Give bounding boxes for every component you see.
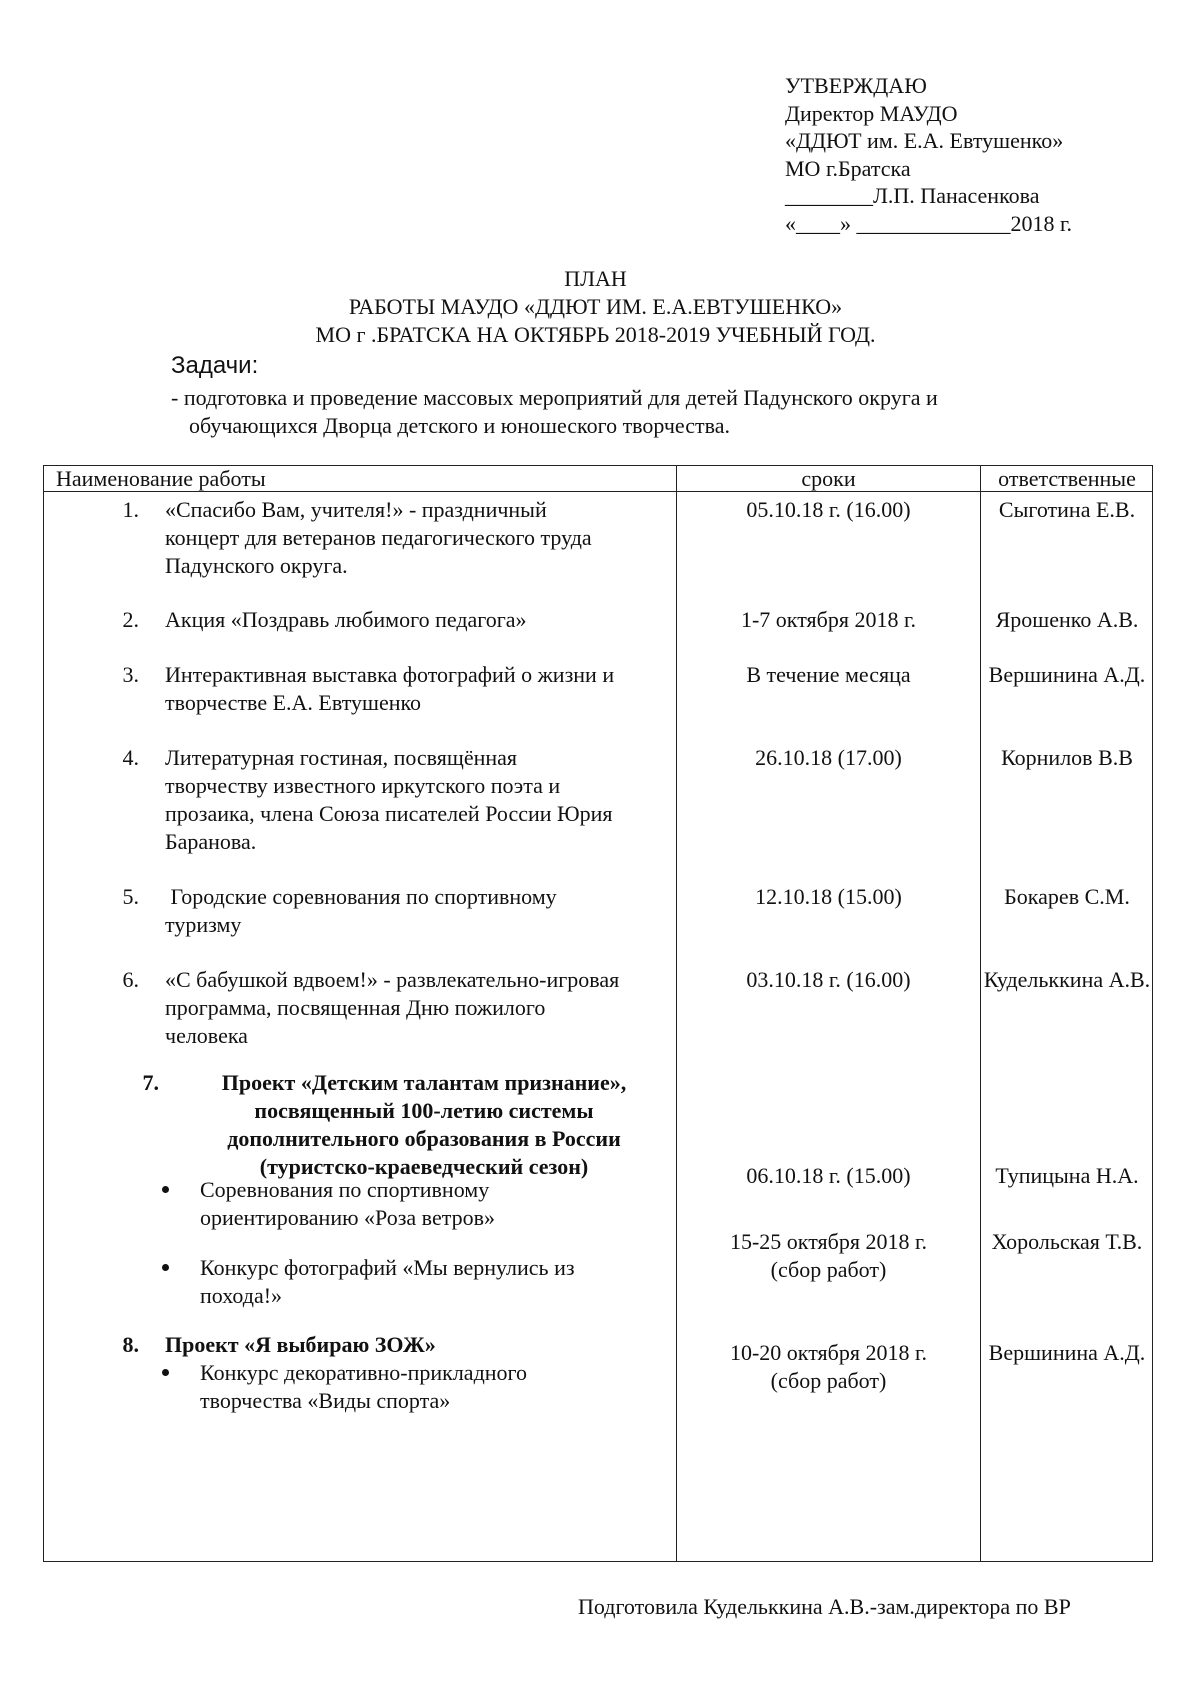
desc-line: ориентированию «Роза ветров» xyxy=(200,1205,495,1230)
row-responsible: Бокарев С.М. xyxy=(1004,884,1130,909)
desc-line: Соревнования по спортивному xyxy=(200,1177,490,1202)
row-responsible: Хорольская Т.В. xyxy=(991,1229,1143,1254)
approval-line: УТВЕРЖДАЮ xyxy=(785,73,927,98)
header-responsible: ответственные xyxy=(998,466,1136,491)
row-number: 6. xyxy=(122,967,139,992)
row-responsible: Ярошенко А.В. xyxy=(995,607,1139,632)
bullet-icon xyxy=(162,1176,174,1188)
title-line-3: МО г .БРАТСКА НА ОКТЯБРЬ 2018-2019 УЧЕБНЫЙ ГОД. xyxy=(315,322,876,347)
project-title-line: посвященный 100-летию системы xyxy=(254,1098,594,1123)
header-divider xyxy=(44,491,1152,492)
title-line-1: ПЛАН xyxy=(564,266,627,291)
desc-line: «Спасибо Вам, учителя!» - праздничный xyxy=(165,497,547,522)
row-date: 06.10.18 г. (15.00) xyxy=(746,1163,911,1188)
date-line: (сбор работ) xyxy=(770,1368,887,1393)
date-line: 10-20 октября 2018 г. xyxy=(729,1340,928,1365)
project-title: Проект «Я выбираю ЗОЖ» xyxy=(165,1332,436,1357)
desc-line: творчестве Е.А. Евтушенко xyxy=(165,690,422,715)
desc-line: Конкурс фотографий «Мы вернулись из xyxy=(200,1255,575,1280)
desc-line: Акция «Поздравь любимого педагога» xyxy=(165,607,527,632)
row-description xyxy=(165,966,685,1050)
project-title-line: Проект «Детским талантам признание», xyxy=(221,1070,627,1095)
row-responsible: Вершинина А.Д. xyxy=(988,662,1146,687)
bullet-icon xyxy=(162,1359,174,1371)
tasks-heading: Задачи: xyxy=(171,352,259,379)
desc-line: Интерактивная выставка фотографий о жизни и xyxy=(165,662,615,687)
bullet-icon xyxy=(162,1254,174,1266)
row-responsible: Кудельккина А.В. xyxy=(983,967,1151,992)
document-title xyxy=(0,265,1191,349)
desc-line: Падунского округа. xyxy=(165,553,348,578)
approval-line: ________Л.П. Панасенкова xyxy=(785,183,1040,208)
desc-line: туризму xyxy=(165,912,242,937)
row-date: 26.10.18 (17.00) xyxy=(755,745,902,770)
row-description xyxy=(165,661,685,717)
row-number: 4. xyxy=(122,745,139,770)
row-responsible: Сыготина Е.В. xyxy=(998,497,1136,522)
tasks-text xyxy=(171,384,1051,440)
date-line: (сбор работ) xyxy=(770,1257,887,1282)
desc-line: человека xyxy=(165,1023,248,1048)
tasks-line-1: - подготовка и проведение массовых мероприятий для детей Падунского округа и xyxy=(171,385,938,410)
row-number: 3. xyxy=(122,662,139,687)
approval-block xyxy=(785,72,1072,237)
row-description xyxy=(165,744,685,856)
row-responsible: Корнилов В.В xyxy=(1001,745,1133,770)
row-responsible: Вершинина А.Д. xyxy=(988,1340,1146,1365)
row-number: 7. xyxy=(142,1070,159,1095)
header-dates: сроки xyxy=(801,466,856,491)
row-date xyxy=(677,1228,980,1284)
desc-line: концерт для ветеранов педагогического труда xyxy=(165,525,592,550)
subitem-description xyxy=(200,1254,670,1310)
approval-line: МО г.Братска xyxy=(785,155,911,181)
project-title-line: (туристско-краеведческий сезон) xyxy=(259,1154,589,1179)
row-description xyxy=(165,883,685,939)
header-name: Наименование работы xyxy=(56,466,266,491)
row-date: 03.10.18 г. (16.00) xyxy=(746,967,911,992)
title-line-2: РАБОТЫ МАУДО «ДДЮТ ИМ. Е.А.ЕВТУШЕНКО» xyxy=(348,294,843,319)
date-line: 15-25 октября 2018 г. xyxy=(729,1229,928,1254)
subitem-description xyxy=(200,1176,670,1232)
row-description xyxy=(165,606,685,634)
row-date: В течение месяца xyxy=(746,662,911,687)
desc-line: прозаика, члена Союза писателей России Юрия xyxy=(165,801,613,826)
row-date: 05.10.18 г. (16.00) xyxy=(746,497,911,522)
approval-line: «ДДЮТ им. Е.А. Евтушенко» xyxy=(785,128,1064,153)
plan-table xyxy=(43,465,1153,1562)
tasks-line-2: обучающихся Дворца детского и юношеского творчества. xyxy=(189,413,730,438)
row-number: 1. xyxy=(122,497,139,522)
desc-line: Баранова. xyxy=(165,829,257,854)
prepared-by: Подготовила Кудельккина А.В.-зам.директора по ВР xyxy=(578,1594,1071,1619)
project-title-line: дополнительного образования в России xyxy=(227,1126,621,1151)
desc-line: творчества «Виды спорта» xyxy=(200,1388,451,1413)
row-number: 2. xyxy=(122,607,139,632)
desc-line: «С бабушкой вдвоем!» - развлекательно-игровая xyxy=(165,967,620,992)
approval-line: «____» ______________2018 г. xyxy=(785,210,1073,236)
desc-line: Конкурс декоративно-прикладного xyxy=(200,1360,528,1385)
desc-line: Городские соревнования по спортивному xyxy=(165,884,557,909)
approval-line: Директор МАУДО xyxy=(785,100,958,126)
desc-line: похода!» xyxy=(200,1283,283,1308)
desc-line: Литературная гостиная, посвящённая xyxy=(165,745,518,770)
desc-line: творчеству известного иркутского поэта и xyxy=(165,773,561,798)
row-responsible: Тупицына Н.А. xyxy=(995,1163,1139,1188)
row-date: 12.10.18 (15.00) xyxy=(755,884,902,909)
desc-line: программа, посвященная Дню пожилого xyxy=(165,995,546,1020)
row-number: 5. xyxy=(122,884,139,909)
row-number: 8. xyxy=(122,1332,139,1357)
row-date: 1-7 октября 2018 г. xyxy=(740,607,917,632)
project-title xyxy=(184,1069,664,1181)
subitem-description xyxy=(200,1359,670,1415)
row-date xyxy=(677,1339,980,1395)
row-description xyxy=(165,496,685,580)
